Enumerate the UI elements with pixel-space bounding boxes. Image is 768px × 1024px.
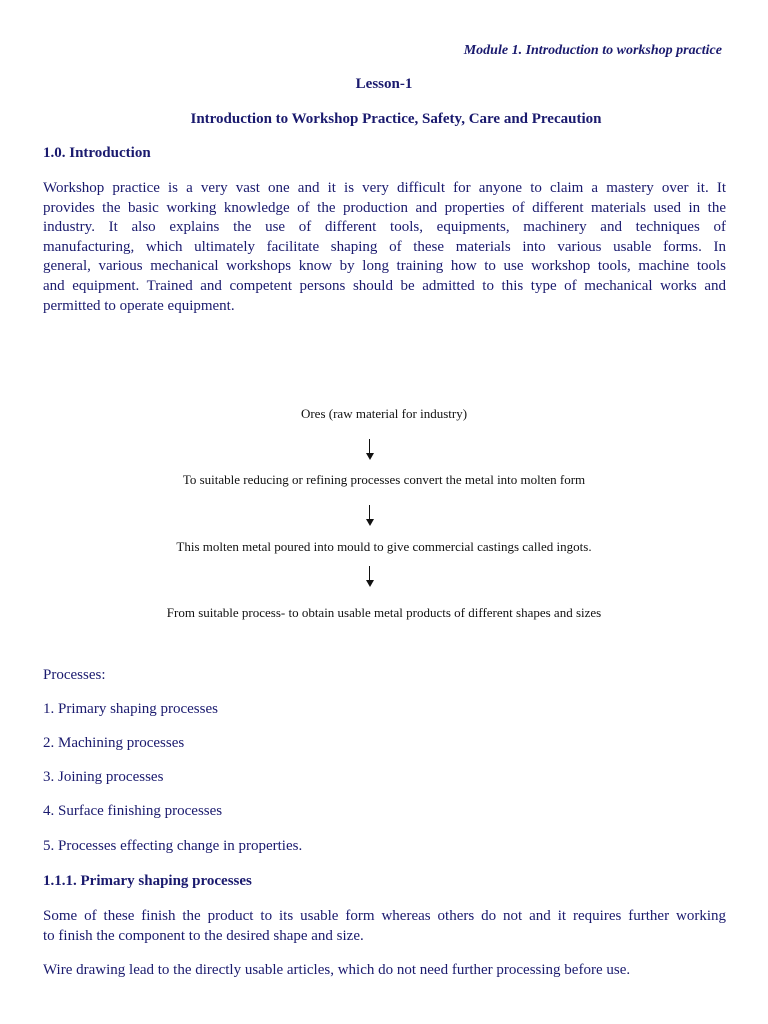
intro-line: manufacturing, which ultimately facilitate shaping of these materials into various usable forms. In bbox=[43, 238, 726, 255]
flow-step: Ores (raw material for industry) bbox=[300, 406, 468, 421]
list-item: 5. Processes effecting change in properties. bbox=[43, 838, 303, 854]
intro-line: permitted to operate equipment. bbox=[43, 297, 235, 314]
module-header: Module 1. Introduction to workshop practice bbox=[463, 43, 722, 58]
primary-line: Some of these finish the product to its usable form whereas others do not and it requires further working bbox=[43, 908, 726, 924]
primary-heading: 1.1.1. Primary shaping processes bbox=[43, 873, 252, 889]
intro-line: Workshop practice is a very vast one and it is very difficult for anyone to claim a mastery over it. It bbox=[43, 180, 726, 196]
intro-line: and equipment. Trained and competent persons should be admitted to this type of mechanical works and bbox=[43, 277, 726, 294]
intro-paragraph bbox=[43, 179, 726, 316]
lesson-title: Introduction to Workshop Practice, Safety, Care and Precaution bbox=[190, 111, 602, 127]
list-item: 4. Surface finishing processes bbox=[43, 803, 223, 819]
processes-label: Processes: bbox=[43, 667, 106, 683]
intro-line: industry. It also explains the use of different tools, equipments, machinery and techniques of bbox=[43, 219, 726, 236]
primary-paragraph-2: Wire drawing lead to the directly usable articles, which do not need further processing before use. bbox=[43, 962, 631, 978]
down-arrow-icon bbox=[369, 439, 371, 459]
down-arrow-icon bbox=[369, 505, 371, 525]
flow-step: From suitable process- to obtain usable metal products of different shapes and sizes bbox=[166, 605, 602, 620]
lesson-label: Lesson-1 bbox=[355, 76, 413, 92]
primary-line: to finish the component to the desired shape and size. bbox=[43, 927, 364, 944]
primary-paragraph bbox=[43, 907, 726, 946]
intro-heading: 1.0. Introduction bbox=[43, 145, 151, 161]
list-item: 2. Machining processes bbox=[43, 735, 185, 751]
list-item: 1. Primary shaping processes bbox=[43, 701, 218, 717]
flow-step: This molten metal poured into mould to give commercial castings called ingots. bbox=[176, 539, 592, 554]
list-item: 3. Joining processes bbox=[43, 769, 164, 785]
intro-line: provides the basic working knowledge of the production and properties of different materials used in the bbox=[43, 199, 726, 216]
down-arrow-icon bbox=[369, 566, 371, 586]
intro-line: general, various mechanical workshops know by long training how to use workshop tools, machine tools bbox=[43, 258, 726, 275]
flow-step: To suitable reducing or refining processes convert the metal into molten form bbox=[182, 472, 586, 487]
